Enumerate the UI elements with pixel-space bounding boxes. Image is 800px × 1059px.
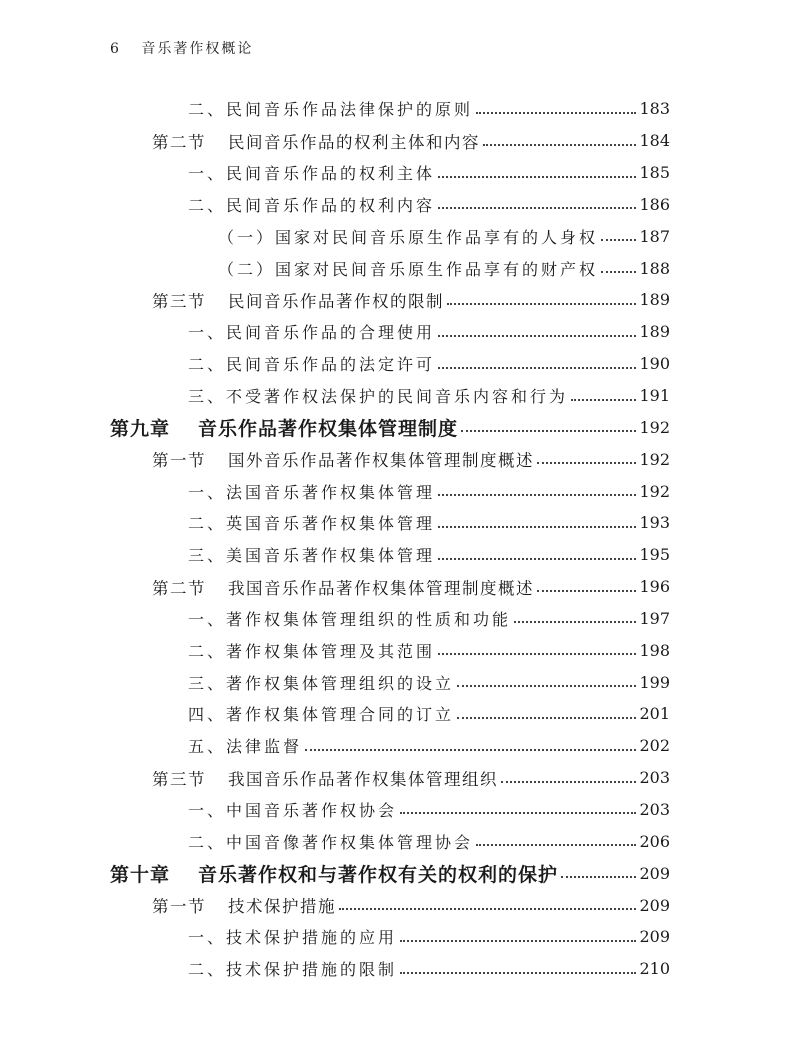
dot-leader: [461, 430, 636, 432]
toc-entry-title: [110, 860, 558, 887]
toc-item: [0, 348, 800, 380]
toc-entry-title: [152, 575, 534, 599]
toc-entry-text: 民间音乐作品的权利主体和内容: [228, 132, 480, 152]
toc-page-number: 203: [639, 768, 670, 788]
dot-leader: [400, 972, 636, 974]
toc-entry-title: [188, 702, 454, 725]
section-number: 第三节: [152, 769, 206, 789]
toc-section: [0, 889, 800, 921]
toc-sub: [0, 220, 800, 252]
toc-entry-title: [188, 734, 302, 757]
toc-entry-title: [188, 320, 435, 343]
toc-item: [0, 475, 800, 507]
toc-item: [0, 666, 800, 698]
toc-item: [0, 634, 800, 666]
dot-leader: [537, 462, 636, 464]
dot-leader: [400, 940, 636, 942]
dot-leader: [438, 367, 636, 369]
toc-entry-text: 一、民间音乐作品的合理使用: [188, 323, 436, 343]
toc-entry-text: 四、著作权集体管理合同的订立: [188, 705, 455, 725]
dot-leader: [457, 685, 636, 687]
toc-entry-title: [152, 129, 480, 153]
dot-leader: [438, 558, 636, 560]
toc-entry-title: [188, 480, 435, 503]
toc-entry-text: 二、技术保护措施的限制: [188, 960, 398, 980]
toc-page-number: 195: [639, 545, 670, 565]
toc-entry-title: [188, 193, 435, 216]
toc-page-number: 210: [639, 959, 670, 979]
toc-page-number: 190: [639, 354, 670, 374]
toc-page-number: 188: [639, 258, 670, 278]
toc-item: [0, 507, 800, 539]
section-number: 第二节: [152, 132, 206, 152]
toc-entry-title: [110, 414, 458, 441]
toc-page-number: 184: [639, 131, 670, 151]
toc-section: [0, 762, 800, 794]
chapter-number: 第九章: [110, 417, 171, 440]
toc-page-number: 187: [639, 226, 670, 246]
toc-item: [0, 380, 800, 412]
toc-page-number: 183: [639, 99, 670, 119]
toc-entry-text: 二、民间音乐作品法律保护的原则: [188, 100, 474, 120]
toc-page-number: 209: [639, 863, 670, 883]
dot-leader: [305, 749, 636, 751]
toc-page-number: 186: [639, 194, 670, 214]
toc-chapter: [0, 857, 800, 889]
toc-page-number: 193: [639, 513, 670, 533]
toc-entry-text: 三、美国音乐著作权集体管理: [188, 546, 436, 566]
dot-leader: [438, 335, 636, 337]
dot-leader: [514, 621, 636, 623]
toc-page-number: 192: [639, 481, 670, 501]
toc-page-number: 192: [639, 417, 670, 437]
toc-section: [0, 571, 800, 603]
toc-section: [0, 443, 800, 475]
toc-entry-title: [152, 447, 534, 471]
toc-entry-title: [188, 352, 435, 375]
section-number: 第一节: [152, 451, 206, 471]
toc-entry-title: [188, 511, 435, 534]
dot-leader: [457, 717, 636, 719]
toc-page-number: 189: [639, 290, 670, 310]
dot-leader: [476, 844, 636, 846]
section-number: 第三节: [152, 291, 206, 311]
toc-entry-title: [188, 830, 473, 853]
toc-page-number: 199: [639, 672, 670, 692]
dot-leader: [438, 176, 636, 178]
toc-page-number: 189: [639, 322, 670, 342]
toc-page-number: 191: [639, 386, 670, 406]
toc-item: [0, 316, 800, 348]
toc-entry-title: [188, 957, 397, 980]
dot-leader: [400, 812, 636, 814]
toc-entry-title: [188, 97, 473, 120]
toc-entry-text: 民间音乐作品著作权的限制: [228, 291, 444, 311]
dot-leader: [483, 144, 636, 146]
toc-page-number: 198: [639, 640, 670, 660]
toc-entry-text: （二）国家对民间音乐原生作品享有的财产权: [218, 259, 599, 279]
toc-entry-title: [218, 225, 598, 248]
toc-entry-title: [188, 925, 397, 948]
toc-entry-text: 五、法律监督: [188, 737, 303, 757]
toc-section: [0, 284, 800, 316]
dot-leader: [438, 494, 636, 496]
toc-item: [0, 730, 800, 762]
toc-entry-title: [152, 288, 444, 312]
toc-entry-text: 一、著作权集体管理组织的性质和功能: [188, 609, 512, 629]
toc-entry-text: 三、著作权集体管理组织的设立: [188, 673, 455, 693]
toc-entry-title: [188, 798, 397, 821]
toc-entry-text: 二、中国音像著作权集体管理协会: [188, 832, 474, 852]
dot-leader: [561, 876, 636, 878]
toc-page-number: 192: [639, 449, 670, 469]
dot-leader: [447, 303, 636, 305]
dot-leader: [601, 239, 636, 241]
toc-item: [0, 794, 800, 826]
toc-entry-title: [188, 384, 568, 407]
dot-leader: [601, 271, 636, 273]
page-number: 6: [110, 41, 121, 57]
dot-leader: [438, 207, 636, 209]
dot-leader: [438, 653, 636, 655]
toc-entry-text: 二、英国音乐著作权集体管理: [188, 514, 436, 534]
toc-entry-text: 二、民间音乐作品的法定许可: [188, 355, 436, 375]
toc-entry-text: 我国音乐作品著作权集体管理组织: [228, 769, 498, 789]
section-number: 第二节: [152, 578, 206, 598]
toc-page-number: 202: [639, 736, 670, 756]
dot-leader: [537, 590, 636, 592]
book-title: 音乐著作权概论: [141, 41, 254, 57]
table-of-contents: [0, 93, 800, 985]
toc-entry-text: 二、著作权集体管理及其范围: [188, 641, 436, 661]
toc-page-number: 201: [639, 704, 670, 724]
toc-entry-text: 一、中国音乐著作权协会: [188, 800, 398, 820]
toc-item: [0, 539, 800, 571]
dot-leader: [476, 112, 636, 114]
toc-entry-title: [188, 543, 435, 566]
toc-item: [0, 603, 800, 635]
toc-entry-title: [218, 257, 598, 280]
toc-page-number: 209: [639, 895, 670, 915]
dot-leader: [339, 908, 636, 910]
toc-page-number: 209: [639, 927, 670, 947]
chapter-number: 第十章: [110, 863, 171, 886]
dot-leader: [501, 781, 636, 783]
toc-entry-text: 二、民间音乐作品的权利内容: [188, 195, 436, 215]
toc-entry-text: 我国音乐作品著作权集体管理制度概述: [228, 578, 534, 598]
section-number: 第一节: [152, 897, 206, 917]
toc-item: [0, 698, 800, 730]
toc-entry-title: [152, 893, 336, 917]
toc-entry-text: 一、民间音乐作品的权利主体: [188, 164, 436, 184]
toc-entry-text: 三、不受著作权法保护的民间音乐内容和行为: [188, 387, 569, 407]
toc-item: [0, 921, 800, 953]
toc-page-number: 197: [639, 608, 670, 628]
toc-entry-title: [188, 671, 454, 694]
toc-page-number: 206: [639, 831, 670, 851]
toc-entry-text: （一）国家对民间音乐原生作品享有的人身权: [218, 227, 599, 247]
toc-sub: [0, 252, 800, 284]
toc-entry-title: [188, 607, 511, 630]
toc-entry-title: [188, 639, 435, 662]
toc-section: [0, 125, 800, 157]
running-head: [110, 38, 253, 58]
toc-entry-text: 音乐作品著作权集体管理制度: [198, 417, 459, 440]
toc-entry-text: 音乐著作权和与著作权有关的权利的保护: [198, 863, 559, 886]
toc-item: [0, 93, 800, 125]
toc-page-number: 196: [639, 577, 670, 597]
toc-entry-text: 技术保护措施: [228, 897, 336, 917]
toc-item: [0, 157, 800, 189]
toc-page-number: 185: [639, 163, 670, 183]
toc-entry-title: [152, 766, 498, 790]
toc-item: [0, 189, 800, 221]
toc-entry-text: 国外音乐作品著作权集体管理制度概述: [228, 451, 534, 471]
toc-entry-title: [188, 161, 435, 184]
toc-item: [0, 953, 800, 985]
toc-chapter: [0, 411, 800, 443]
dot-leader: [571, 399, 636, 401]
dot-leader: [438, 526, 636, 528]
toc-page-number: 203: [639, 799, 670, 819]
toc-entry-text: 一、法国音乐著作权集体管理: [188, 482, 436, 502]
toc-item: [0, 825, 800, 857]
toc-entry-text: 一、技术保护措施的应用: [188, 928, 398, 948]
